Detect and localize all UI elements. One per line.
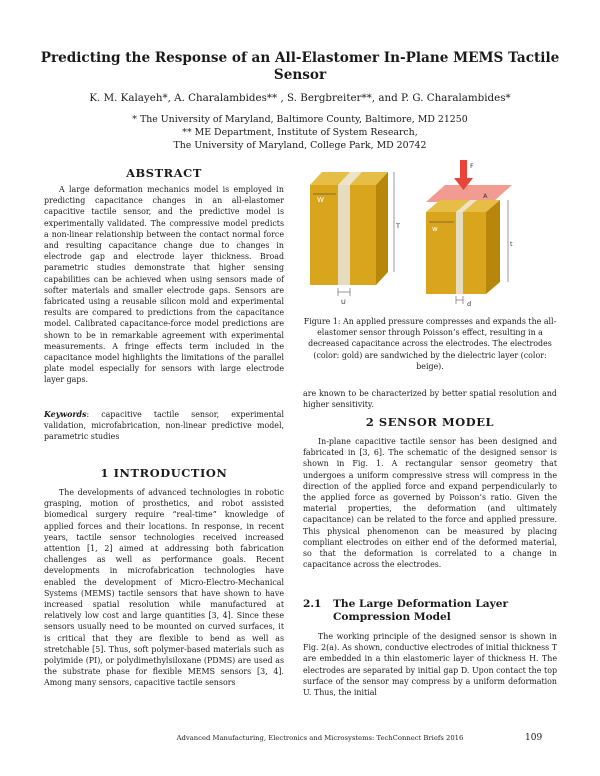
left-electrode (310, 185, 338, 285)
introduction-heading: 1 INTRODUCTION (100, 466, 228, 480)
journal-name: Advanced Manufacturing, Electronics and Microsystems: TechConnect Briefs 2016 (176, 734, 464, 742)
keywords-text: : capacitive tactile sensor, experimental validation, microfabrication, non-linear predictive model, parametric studies (44, 410, 284, 442)
affiliation-line: * The University of Maryland, Baltimore County, Baltimore, MD 21250 (132, 114, 468, 125)
label-t: t (510, 240, 513, 248)
sensor-model-heading: 2 SENSOR MODEL (365, 415, 495, 429)
deformed-dielectric-layer (456, 212, 463, 294)
dielectric-layer (338, 185, 350, 285)
right-electrode (350, 185, 376, 285)
force-arrow-shaft (460, 160, 467, 180)
page-number: 109 (525, 733, 543, 743)
deformed-sensor (426, 160, 513, 308)
affiliation-line: ** ME Department, Institute of System Research, (182, 126, 418, 138)
deformed-right-electrode (463, 212, 486, 294)
undeformed-sensor (310, 172, 400, 306)
sensor-model-text: In-plane capacitive tactile sensor has been designed and fabricated in [3, 6]. The schematic of the designed sensor is shown in Fig. 1. A rectangular sensor geometry that undergoes a uniform compressive stress will compress in the direction of the applied force and expand perpendicularly to the applied force as governed by Poisson’s ratio. Given the material properties, the deformation (and ultimately capacitance) can be related to the force and applied pressure. This physical phenomenon can be measured by placing compliant electrodes on either end of the deformed material, so that the deformation is correlated to a change in capacitance across the electrodes. (303, 437, 557, 570)
continuation-text: are known to be characterized by better spatial resolution and higher sensitivity. (303, 389, 557, 410)
subsection-title: The Large Deformation Layer Compression Model (333, 598, 509, 623)
label-T: T (396, 222, 400, 230)
label-F: F (470, 162, 474, 170)
abstract-text: A large deformation mechanics model is employed in predicting capacitance changes in an all-elastomer capacitive tactile sensor, and the predictive model is experimentally validated. The compressive model predicts a non-linear relationship between the contact normal force and resulting capacitance change due to changes in electrode gap and electrode layer thickness. Broad parametric studies demonstrate that higher sensing capabilities can be achieved when using sensors made of softer materials and smaller electrode gaps. Sensors are fabricated using a reusable silicon mold and experimental results are compared to predictions from the capacitance model. Calibrated capacitance-force model predictions are shown to be in remarkable agreement with experimental measurements. A fringe effects term included in the capacitance model highlights the limitations of the parallel plate model especially for sensors with large electrode layer gaps. (44, 185, 284, 385)
label-d: d (467, 300, 472, 308)
label-w: w (432, 225, 438, 233)
keywords-paragraph (44, 409, 284, 443)
keywords-label: Keywords (44, 410, 87, 419)
sensor-side-face (376, 172, 388, 285)
author-list: K. M. Kalayeh*, A. Charalambides** , S. Bergbreiter**, and P. G. Charalambides* (89, 92, 511, 104)
paper-title: Predicting the Response of an All-Elastomer In-Plane MEMS Tactile Sensor (40, 50, 560, 83)
subsection-text: The working principle of the designed sensor is shown in Fig. 2(a). As shown, conductive electrodes of initial thickness T are embedded in a thin elastomeric layer of thickness H. The electrodes are separated by initial gap D. Upon contact the top surface of the sensor may compress by a uniform deformation U. Thus, the initial (303, 632, 557, 698)
subsection-number: 2.1 (303, 598, 322, 610)
pressure-plate (426, 185, 512, 202)
deformed-side-face (486, 200, 500, 294)
figure-1-sensor-diagram (300, 160, 570, 310)
label-U: U (341, 298, 346, 306)
affiliations (20, 114, 580, 152)
abstract-heading: ABSTRACT (126, 166, 202, 180)
introduction-text: The developments of advanced technologies in robotic grasping, motion of prosthetics, and robot assisted biomedical surgery require “real-time” knowledge of applied forces and their locations. In response, in recent years, tactile sensor technologies received increased attention [1, 2] aimed at addressing both fabrication challenges as well as performance goals. Recent developments in microfabrication technologies have enabled the development of Micro-Electro-Mechanical Systems (MEMS) tactile sensors that have shown to have increased spatial resolution while manufactured at relatively low cost and large quantities [3, 4]. Since these sensors usually need to be mounted on curved surfaces, it is critical that they are flexible to bend as well as stretchable [5]. Thus, soft polymer-based materials such as polyimide (PI), or polydimethylsiloxane (PDMS) are used as the substrate phase for flexible MEMS sensors [3, 4]. Among many sensors, capacitive tactile sensors (44, 488, 284, 688)
label-W: W (317, 196, 324, 204)
affiliation-line: The University of Maryland, College Park, MD 20742 (173, 139, 427, 151)
figure-1-caption: Figure 1: An applied pressure compresses and expands the all-elastomer sensor through Poisson’s effect, resulting in a decreased capacitance across the electrodes. The electrodes (color: gold) are sandwiched by the dielectric layer (color: beige). (303, 317, 557, 371)
label-A: A (483, 192, 488, 200)
deformed-left-electrode (426, 212, 456, 294)
